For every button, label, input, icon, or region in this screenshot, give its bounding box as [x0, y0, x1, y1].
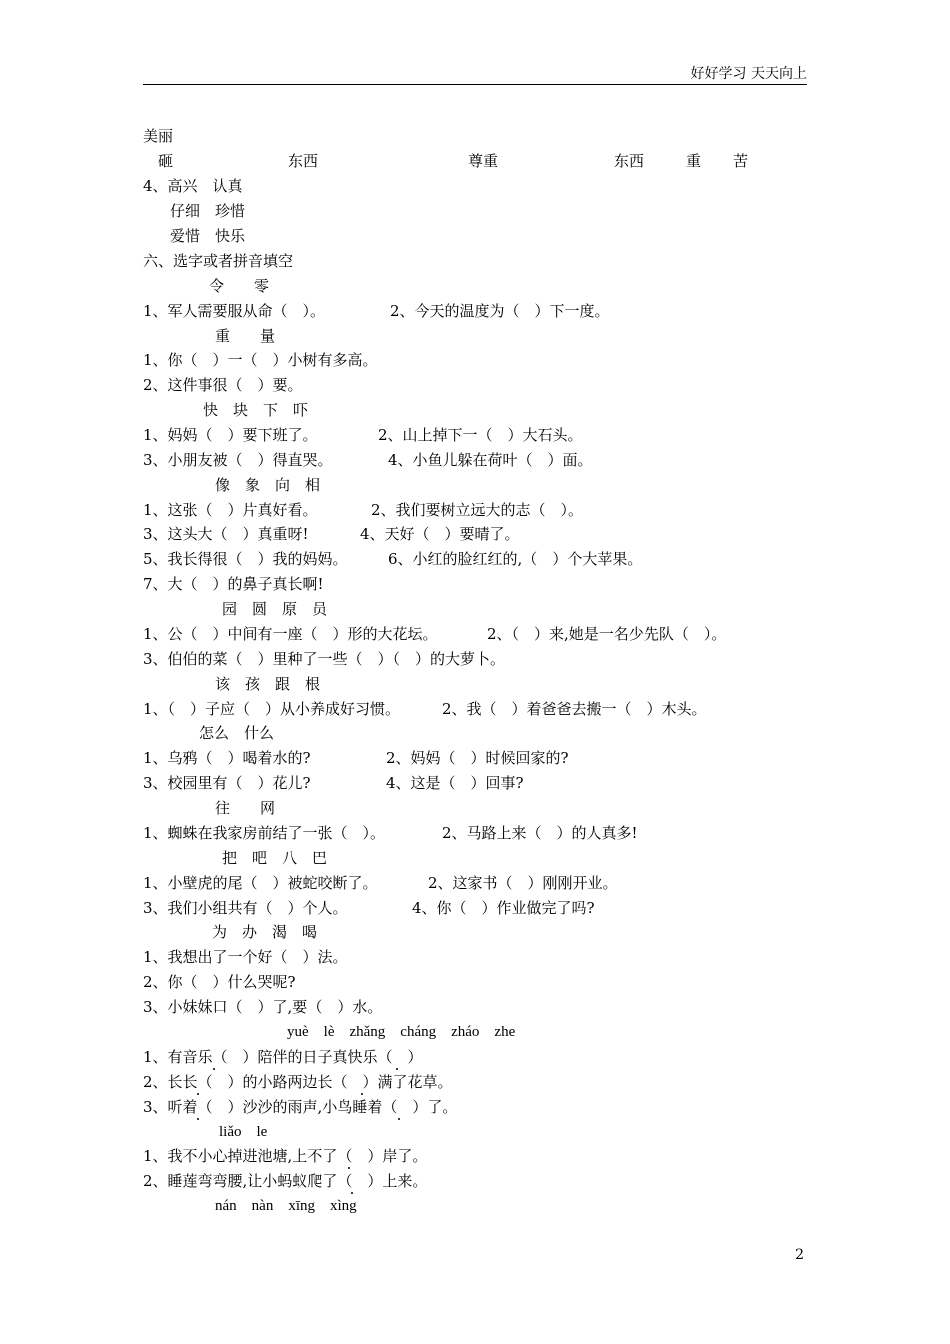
word-choices: 往 网 — [215, 799, 276, 817]
header-rule — [143, 84, 807, 85]
emphasis-dot — [348, 1167, 350, 1169]
question-line: 1、我想出了一个好（ ）法。 — [143, 948, 348, 966]
question-line: 4、小鱼儿躲在荷叶（ ）面。 — [388, 451, 593, 469]
question-line: 2、马路上来（ ）的人真多! — [442, 824, 638, 842]
word-choices: 把 吧 八 巴 — [222, 849, 328, 867]
question-line: 2、我们要树立远大的志（ ）。 — [371, 501, 584, 519]
question-line: 2、这家书（ ）刚刚开业。 — [428, 874, 618, 892]
question-line: 7、大（ ）的鼻子真长啊! — [143, 575, 324, 593]
word-choices: 像 象 向 相 — [215, 476, 321, 494]
question-line: 3、我们小组共有（ ）个人。 — [143, 899, 348, 917]
word-choices: 快 块 下 吓 — [203, 401, 309, 419]
question-line: 1、我不小心掉进池塘,上不了（ ）岸了。 — [143, 1147, 428, 1165]
question-line: 1、你（ ）一（ ）小树有多高。 — [143, 351, 378, 369]
question-line: 1、妈妈（ ）要下班了。 — [143, 426, 318, 444]
pinyin-choices: nán nàn xīng xìng — [215, 1198, 357, 1214]
text-line: 美丽 — [143, 127, 174, 145]
question-line: 2、你（ ）什么哭呢? — [143, 973, 296, 991]
question-line: 3、这头大（ ）真重呀! — [143, 525, 309, 543]
pinyin-choices: liǎo le — [219, 1124, 268, 1140]
pinyin-choices: yuè lè zhǎng cháng zháo zhe — [287, 1024, 516, 1040]
text-line: 尊重 — [468, 152, 499, 170]
emphasis-dot — [396, 1068, 398, 1070]
question-line: 3、小妹妹口（ ）了,要（ ）水。 — [143, 998, 383, 1016]
question-line: 3、小朋友被（ ）得直哭。 — [143, 451, 333, 469]
question-line: 1、乌鸦（ ）喝着水的? — [143, 749, 311, 767]
text-line: 苦 — [733, 152, 749, 170]
text-line: 4、高兴 认真 — [143, 177, 243, 195]
question-line: 2、今天的温度为（ ）下一度。 — [390, 302, 610, 320]
text-line: 砸 — [158, 152, 174, 170]
question-line: 3、听着（ ）沙沙的雨声,小鸟睡着（ ）了。 — [143, 1098, 458, 1116]
page-number: 2 — [795, 1247, 804, 1263]
question-line: 2、（ ）来,她是一名少先队（ ）。 — [487, 625, 727, 643]
text-line: 东西 — [614, 152, 645, 170]
question-line: 1、小壁虎的尾（ ）被蛇咬断了。 — [143, 874, 378, 892]
emphasis-dot — [197, 1093, 199, 1095]
text-line: 仔细 珍惜 — [170, 202, 246, 220]
emphasis-dot — [197, 1118, 199, 1120]
section-heading: 六、选字或者拼音填空 — [143, 252, 294, 270]
question-line: 1、军人需要服从命（ ）。 — [143, 302, 326, 320]
question-line: 1、公（ ）中间有一座（ ）形的大花坛。 — [143, 625, 438, 643]
question-line: 5、我长得很（ ）我的妈妈。 — [143, 550, 348, 568]
question-line: 1、这张（ ）片真好看。 — [143, 501, 318, 519]
question-line: 2、长长（ ）的小路两边长（ ）满了花草。 — [143, 1073, 453, 1091]
word-choices: 怎么 什么 — [199, 724, 275, 742]
question-line: 4、你（ ）作业做完了吗? — [412, 899, 595, 917]
question-line: 2、妈妈（ ）时候回家的? — [386, 749, 569, 767]
question-line: 4、天好（ ）要晴了。 — [360, 525, 520, 543]
emphasis-dot — [398, 1118, 400, 1120]
question-line: 1、（ ）子应（ ）从小养成好习惯。 — [143, 700, 401, 718]
question-line: 6、小红的脸红红的,（ ）个大苹果。 — [388, 550, 643, 568]
question-line: 2、这件事很（ ）要。 — [143, 376, 303, 394]
emphasis-dot — [351, 1192, 353, 1194]
page-header: 好好学习 天天向上 — [690, 66, 807, 82]
question-line: 3、伯伯的菜（ ）里种了一些（ ）（ ）的大萝卜。 — [143, 650, 506, 668]
word-choices: 令 零 — [209, 277, 270, 295]
question-line: 4、这是（ ）回事? — [386, 774, 524, 792]
question-line: 2、我（ ）着爸爸去搬一（ ）木头。 — [442, 700, 707, 718]
word-choices: 园 圆 原 员 — [222, 600, 328, 618]
text-line: 东西 — [288, 152, 319, 170]
question-line: 1、蜘蛛在我家房前结了一张（ ）。 — [143, 824, 386, 842]
text-line: 爱惜 快乐 — [170, 227, 246, 245]
word-choices: 为 办 渴 喝 — [212, 923, 318, 941]
text-line: 重 — [686, 152, 702, 170]
word-choices: 该 孩 跟 根 — [215, 675, 321, 693]
emphasis-dot — [213, 1068, 215, 1070]
question-line: 2、睡莲弯弯腰,让小蚂蚁爬了（ ）上来。 — [143, 1172, 428, 1190]
word-choices: 重 量 — [215, 327, 276, 345]
emphasis-dot — [361, 1093, 363, 1095]
question-line: 2、山上掉下一（ ）大石头。 — [378, 426, 583, 444]
question-line: 1、有音乐（ ）陪伴的日子真快乐（ ） — [143, 1048, 423, 1066]
question-line: 3、校园里有（ ）花儿? — [143, 774, 311, 792]
